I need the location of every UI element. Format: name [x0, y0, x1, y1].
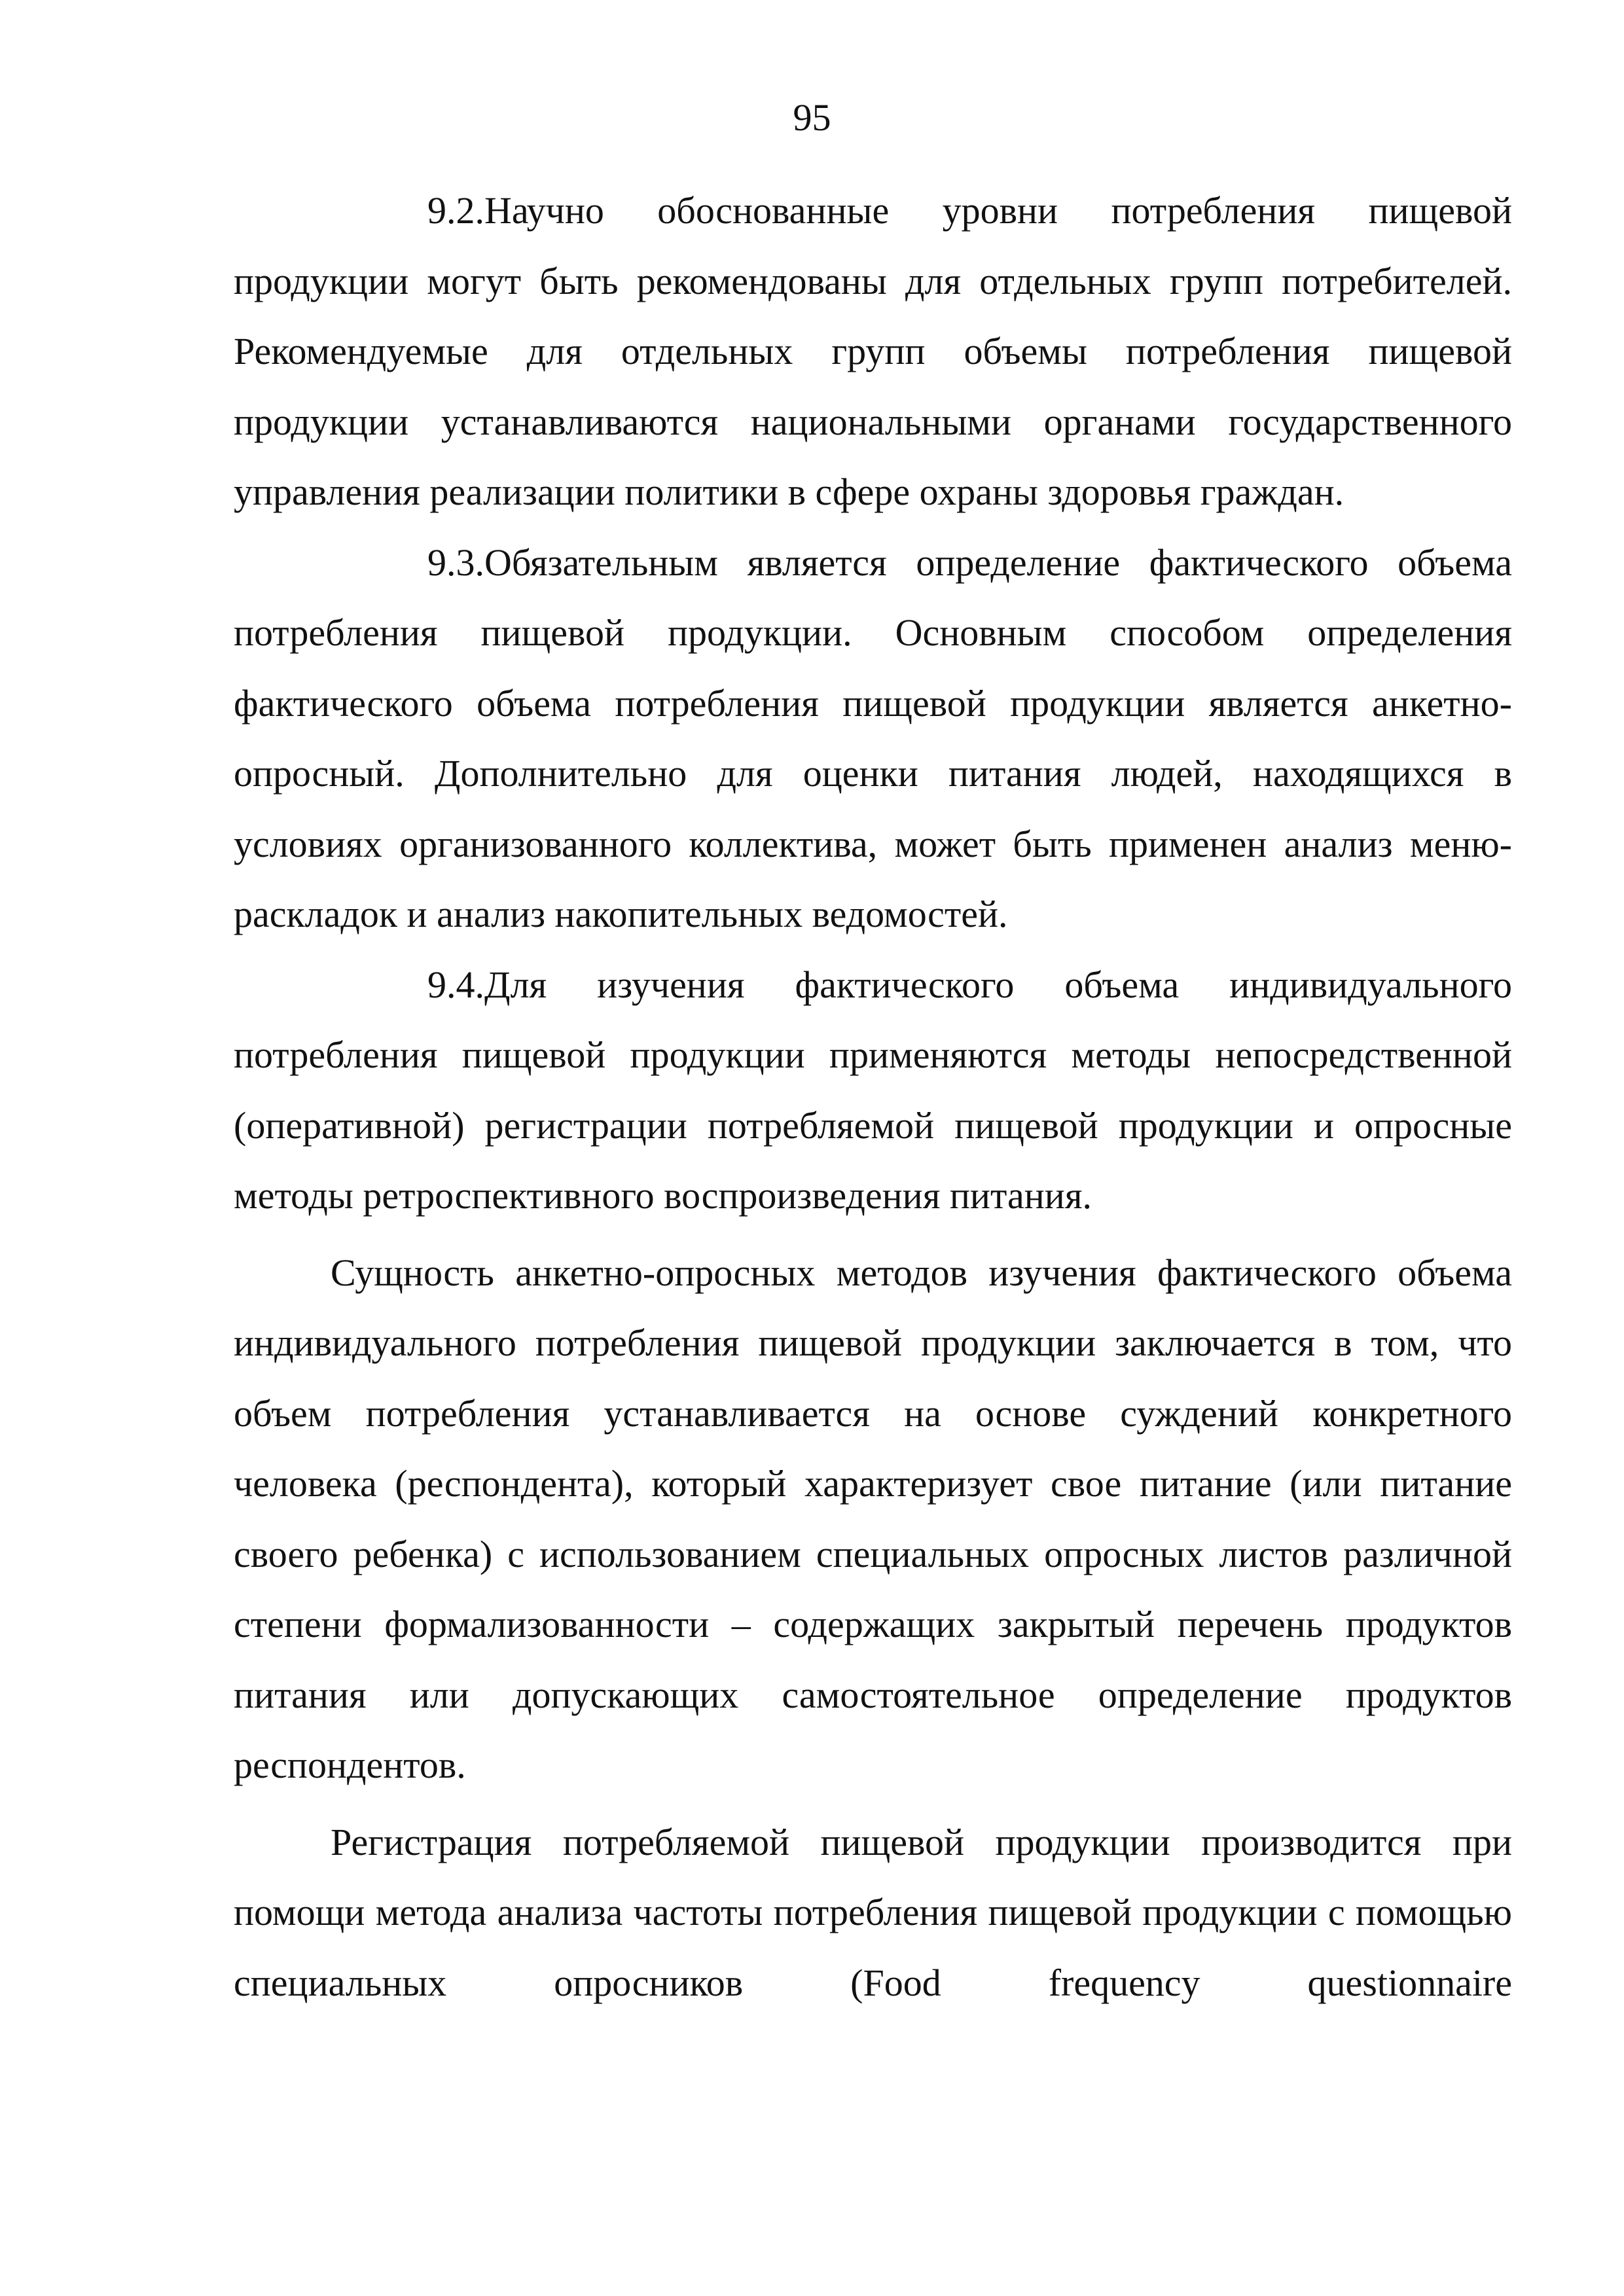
paragraph-9-2 [234, 175, 1512, 528]
paragraph-number: 9.2. [427, 189, 484, 232]
paragraph-text: Для изучения фактического объема индивидуального потребления пищевой продукции применяются методы непосредственной (оперативной) регистрации потребляемой пищевой продукции и опросные методы ретроспективного воспроизведения питания. [234, 963, 1512, 1217]
paragraph-number: 9.3. [427, 541, 484, 584]
paragraph-essence [234, 1238, 1512, 1801]
body-text [234, 175, 1512, 2018]
paragraph-text: Сущность анкетно-опросных методов изучения фактического объема индивидуального потребления пищевой продукции заключается в том, что объем потребления устанавливается на основе суждений конкретного человека (респондента), который характеризует свое питание (или питание своего ребенка) с использованием специальных опросных листов различной степени формализованности – содержащих закрытый перечень продуктов питания или допускающих самостоятельное определение продуктов респондентов. [234, 1251, 1512, 1786]
paragraph-text: Научно обоснованные уровни потребления пищевой продукции могут быть рекомендованы для отдельных групп потребителей. Рекомендуемые для отдельных групп объемы потребления пищевой продукции устанавливаются национальными органами государственного управления реализации политики в сфере охраны здоровья граждан. [234, 189, 1512, 513]
paragraph-registration [234, 1807, 1512, 2018]
page-number: 95 [793, 96, 831, 139]
paragraph-text: Регистрация потребляемой пищевой продукции производится при помощи метода анализа частоты потребления пищевой продукции с помощью специальных опросников (Food frequency questionnaire [234, 1820, 1512, 2004]
paragraph-9-4 [234, 950, 1512, 1231]
paragraph-9-3 [234, 528, 1512, 950]
paragraph-number: 9.4. [427, 963, 484, 1006]
paragraph-text: Обязательным является определение фактического объема потребления пищевой продукции. Основным способом определения фактического объема потребления пищевой продукции является анкетно-опросный. Дополнительно для оценки питания людей, находящихся в условиях организованного коллектива, может быть применен анализ меню-раскладок и анализ накопительных ведомостей. [234, 541, 1512, 935]
